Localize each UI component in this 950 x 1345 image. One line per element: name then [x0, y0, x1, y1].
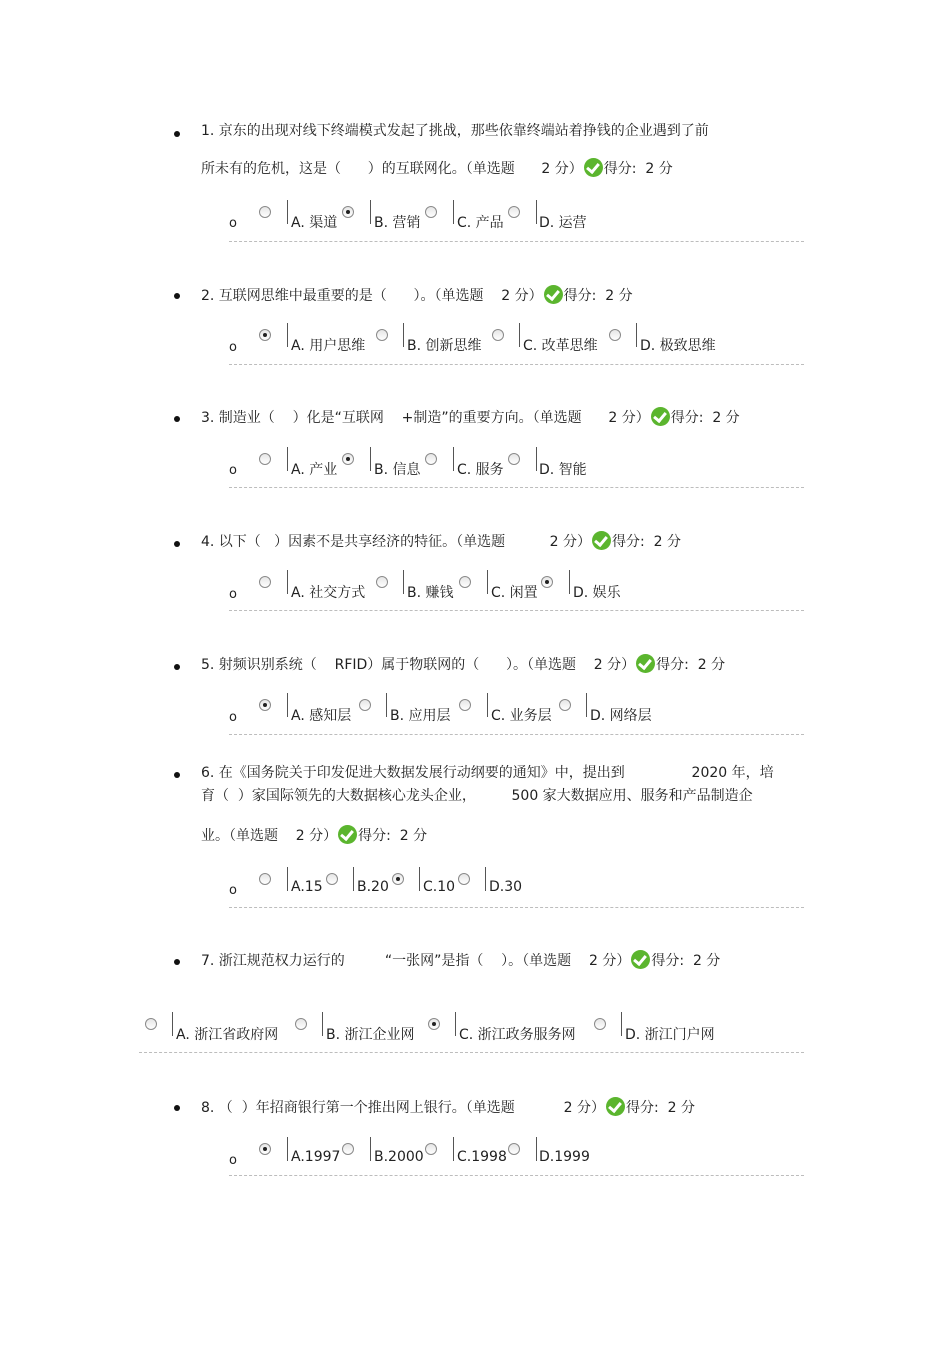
- answer-option-label[interactable]: C.1998: [457, 1149, 507, 1165]
- answer-option-label[interactable]: D. 浙江门户网: [625, 1027, 715, 1043]
- question-text-line: [201, 654, 725, 674]
- answer-option-label[interactable]: C. 业务层: [491, 708, 552, 724]
- answer-radio[interactable]: [392, 873, 404, 885]
- answer-option-label[interactable]: A. 社交方式: [291, 585, 366, 601]
- score-label: 得分:: [563, 288, 597, 304]
- question-text-line: [201, 531, 681, 551]
- score-label: 得分:: [670, 410, 704, 426]
- answer-option-label[interactable]: A. 用户思维: [291, 338, 366, 354]
- question-text-line: [201, 1097, 695, 1117]
- answer-radio[interactable]: [259, 206, 271, 218]
- bullet-icon: [174, 772, 180, 778]
- score-value: 2 分: [697, 657, 726, 673]
- question-text-line: [201, 158, 673, 178]
- correct-check-icon: [631, 950, 650, 969]
- answer-option-label[interactable]: B. 创新思维: [407, 338, 482, 354]
- answer-radio[interactable]: [326, 873, 338, 885]
- answer-radio[interactable]: [145, 1018, 157, 1030]
- option-divider: [485, 867, 486, 891]
- correct-check-icon: [544, 285, 563, 304]
- answer-option-label[interactable]: D. 极致思维: [640, 338, 716, 354]
- option-divider: [455, 1012, 456, 1036]
- score-value: 2 分: [645, 161, 673, 177]
- answer-option-label[interactable]: C. 服务: [457, 462, 504, 478]
- correct-check-icon: [651, 407, 670, 426]
- answer-option-label[interactable]: B. 信息: [374, 462, 421, 478]
- score-value: 2 分: [399, 828, 428, 844]
- option-divider: [403, 323, 404, 347]
- option-divider: [287, 200, 288, 224]
- option-divider: [519, 323, 520, 347]
- answer-radio[interactable]: [376, 329, 388, 341]
- separator-line: [229, 241, 804, 242]
- option-divider: [536, 1137, 537, 1161]
- question-text: 所未有的危机，这是（ ）的互联网化。（单选题 2 分）: [201, 161, 583, 177]
- question-text-line: [201, 764, 774, 782]
- option-divider: [453, 200, 454, 224]
- answer-option-label[interactable]: C. 闲置: [491, 585, 538, 601]
- option-divider: [287, 447, 288, 471]
- separator-line: [229, 734, 804, 735]
- option-list-marker: o: [229, 587, 237, 602]
- answer-option-label[interactable]: D. 智能: [539, 462, 587, 478]
- answer-option-label[interactable]: A. 感知层: [291, 708, 352, 724]
- answer-option-label[interactable]: A. 渠道: [291, 215, 338, 231]
- separator-line: [229, 1175, 804, 1176]
- correct-check-icon: [636, 654, 655, 673]
- question-text: 1. 京东的出现对线下终端模式发起了挑战，那些依靠终端站着挣钱的企业遇到了前: [201, 123, 709, 139]
- question-text: 8. （ ）年招商银行第一个推出网上银行。（单选题 2 分）: [201, 1100, 606, 1116]
- answer-radio[interactable]: [259, 699, 271, 711]
- option-divider: [287, 1137, 288, 1161]
- option-divider: [419, 867, 420, 891]
- answer-option-label[interactable]: B. 营销: [374, 215, 421, 231]
- option-divider: [621, 1012, 622, 1036]
- answer-option-label[interactable]: B.20: [357, 879, 389, 895]
- answer-option-label[interactable]: A. 浙江省政府网: [176, 1027, 279, 1043]
- score-value: 2 分: [667, 1100, 696, 1116]
- bullet-icon: [174, 1105, 180, 1111]
- option-divider: [370, 447, 371, 471]
- option-divider: [403, 570, 404, 594]
- option-divider: [453, 1137, 454, 1161]
- separator-line: [139, 1052, 804, 1053]
- answer-radio[interactable]: [259, 453, 271, 465]
- option-divider: [569, 570, 570, 594]
- score-label: 得分:: [603, 161, 637, 177]
- option-divider: [287, 570, 288, 594]
- question-text-line: [201, 407, 740, 427]
- option-divider: [353, 867, 354, 891]
- answer-radio[interactable]: [376, 576, 388, 588]
- answer-radio[interactable]: [459, 699, 471, 711]
- option-divider: [586, 693, 587, 717]
- answer-radio[interactable]: [459, 576, 471, 588]
- option-divider: [287, 867, 288, 891]
- answer-radio[interactable]: [259, 1143, 271, 1155]
- answer-radio[interactable]: [508, 206, 520, 218]
- question-text: 2. 互联网思维中最重要的是（ ）。（单选题 2 分）: [201, 288, 543, 304]
- correct-check-icon: [592, 531, 611, 550]
- question-text: 7. 浙江规范权力运行的 “一张网”是指（ ）。（单选题 2 分）: [201, 953, 631, 969]
- answer-option-label[interactable]: B. 应用层: [390, 708, 451, 724]
- answer-radio[interactable]: [359, 699, 371, 711]
- answer-radio[interactable]: [458, 873, 470, 885]
- option-divider: [487, 570, 488, 594]
- correct-check-icon: [338, 825, 357, 844]
- answer-option-label[interactable]: D. 运营: [539, 215, 587, 231]
- answer-option-label[interactable]: D. 网络层: [590, 708, 652, 724]
- separator-line: [229, 487, 804, 488]
- question-text: 3. 制造业（ ）化是“互联网 +制造”的重要方向。（单选题 2 分）: [201, 410, 650, 426]
- answer-radio[interactable]: [425, 206, 437, 218]
- answer-radio[interactable]: [541, 576, 553, 588]
- option-divider: [172, 1012, 173, 1036]
- separator-line: [229, 610, 804, 611]
- answer-option-label[interactable]: C.10: [423, 879, 456, 895]
- answer-option-label[interactable]: B. 赚钱: [407, 585, 454, 601]
- score-value: 2 分: [692, 953, 721, 969]
- option-list-marker: o: [229, 463, 237, 478]
- correct-check-icon: [606, 1097, 625, 1116]
- answer-radio[interactable]: [342, 206, 354, 218]
- answer-radio[interactable]: [342, 453, 354, 465]
- option-divider: [536, 200, 537, 224]
- option-divider: [287, 323, 288, 347]
- question-text: 6. 在《国务院关于印发促进大数据发展行动纲要的通知》中，提出到 2020 年，培: [201, 765, 774, 781]
- answer-radio[interactable]: [259, 329, 271, 341]
- option-list-marker: o: [229, 340, 237, 355]
- answer-radio[interactable]: [559, 699, 571, 711]
- answer-radio[interactable]: [425, 1143, 437, 1155]
- answer-option-label[interactable]: C. 改革思维: [523, 338, 598, 354]
- answer-option-label[interactable]: B. 浙江企业网: [326, 1027, 415, 1043]
- question-text-line: [201, 122, 709, 140]
- score-value: 2 分: [653, 534, 682, 550]
- bullet-icon: [174, 416, 180, 422]
- answer-option-label[interactable]: A.15: [291, 879, 323, 895]
- score-label: 得分:: [651, 953, 685, 969]
- answer-option-label[interactable]: C. 产品: [457, 215, 504, 231]
- answer-radio[interactable]: [342, 1143, 354, 1155]
- question-text-line: [201, 825, 427, 845]
- option-list-marker: o: [229, 1153, 237, 1168]
- answer-option-label[interactable]: D. 娱乐: [573, 585, 621, 601]
- answer-radio[interactable]: [425, 453, 437, 465]
- option-divider: [386, 693, 387, 717]
- answer-radio[interactable]: [428, 1018, 440, 1030]
- score-value: 2 分: [605, 288, 633, 304]
- question-text-line: [201, 285, 633, 305]
- score-label: 得分:: [358, 828, 391, 844]
- score-label: 得分:: [612, 534, 645, 550]
- answer-option-label[interactable]: B.2000: [374, 1149, 424, 1165]
- answer-radio[interactable]: [594, 1018, 606, 1030]
- option-divider: [322, 1012, 323, 1036]
- answer-radio[interactable]: [259, 576, 271, 588]
- option-divider: [636, 323, 637, 347]
- option-list-marker: o: [229, 883, 237, 898]
- separator-line: [229, 907, 804, 908]
- answer-radio[interactable]: [295, 1018, 307, 1030]
- option-divider: [370, 1137, 371, 1161]
- option-list-marker: o: [229, 216, 237, 231]
- answer-radio[interactable]: [259, 873, 271, 885]
- option-divider: [487, 693, 488, 717]
- answer-option-label[interactable]: A.1997: [291, 1149, 341, 1165]
- answer-radio[interactable]: [508, 1143, 520, 1155]
- correct-check-icon: [584, 158, 603, 177]
- option-list-marker: o: [229, 710, 237, 725]
- question-text: 育（ ）家国际领先的大数据核心龙头企业， 500 家大数据应用、服务和产品制造企: [201, 788, 753, 804]
- score-label: 得分:: [656, 657, 689, 673]
- option-divider: [453, 447, 454, 471]
- question-text: 5. 射频识别系统（ RFID）属于物联网的（ ）。（单选题 2 分）: [201, 657, 636, 673]
- answer-radio[interactable]: [492, 329, 504, 341]
- bullet-icon: [174, 664, 180, 670]
- answer-radio[interactable]: [508, 453, 520, 465]
- option-divider: [287, 693, 288, 717]
- bullet-icon: [174, 131, 180, 137]
- question-text: 4. 以下（ ）因素不是共享经济的特征。（单选题 2 分）: [201, 534, 592, 550]
- answer-option-label[interactable]: D.30: [489, 879, 523, 895]
- question-text: 业。（单选题 2 分）: [201, 828, 338, 844]
- score-value: 2 分: [712, 410, 740, 426]
- answer-option-label[interactable]: D.1999: [539, 1149, 590, 1165]
- question-text-line: [201, 950, 720, 970]
- bullet-icon: [174, 959, 180, 965]
- score-label: 得分:: [626, 1100, 659, 1116]
- separator-line: [229, 364, 804, 365]
- option-divider: [536, 447, 537, 471]
- question-text-line: [201, 787, 753, 805]
- answer-radio[interactable]: [609, 329, 621, 341]
- bullet-icon: [174, 293, 180, 299]
- answer-option-label[interactable]: C. 浙江政务服务网: [459, 1027, 576, 1043]
- bullet-icon: [174, 541, 180, 547]
- answer-option-label[interactable]: A. 产业: [291, 462, 338, 478]
- option-divider: [370, 200, 371, 224]
